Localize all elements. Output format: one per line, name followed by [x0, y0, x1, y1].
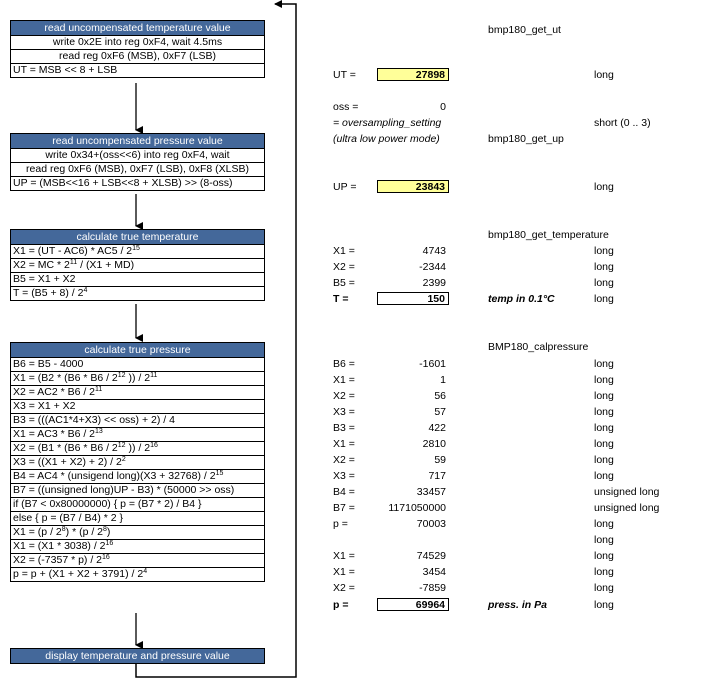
formula-text: B4 = AC4 * (unsigend long)(X3 + 32768) / 2 — [13, 470, 216, 482]
variable-type: long — [594, 550, 614, 562]
block-header: calculate true pressure — [11, 343, 264, 358]
variable-type: long — [594, 454, 614, 466]
formula-text: X3 = X1 + X2 — [13, 400, 76, 412]
variable-value: 57 — [434, 406, 446, 418]
formula-text: )) / 2 — [125, 372, 151, 384]
temperature-result-type: long — [594, 293, 614, 305]
exponent: 11 — [150, 372, 158, 379]
variable-value: -2344 — [419, 261, 446, 273]
formula-text: B5 = X1 + X2 — [13, 273, 76, 285]
variable-type: long — [594, 470, 614, 482]
pressure-result-note: press. in Pa — [488, 599, 547, 611]
oss-label: oss = — [333, 101, 359, 113]
block-line: write 0x34+(oss<<6) into reg 0xF4, wait — [45, 149, 230, 161]
ut-type: long — [594, 69, 614, 81]
formula-text: / (X1 + MD) — [77, 259, 135, 271]
variable-type: unsigned long — [594, 486, 660, 498]
formula-line — [11, 553, 264, 567]
variable-label: X1 = — [333, 245, 355, 257]
ut-label: UT = — [333, 69, 356, 81]
oss-type: short (0 .. 3) — [594, 117, 651, 129]
variable-value: 2810 — [422, 438, 446, 450]
variable-value: 4743 — [422, 245, 446, 257]
formula-line — [11, 567, 264, 581]
variable-label: B4 = — [333, 486, 355, 498]
up-label: UP = — [333, 181, 357, 193]
variable-value: 70003 — [416, 518, 446, 530]
formula-line — [11, 286, 264, 300]
variable-type: long — [594, 261, 614, 273]
block-calc-pressure — [10, 342, 265, 582]
formula-line — [11, 245, 264, 258]
variable-type: long — [594, 374, 614, 386]
pressure-result-type: long — [594, 599, 614, 611]
formula-line — [11, 511, 264, 525]
variable-type: long — [594, 277, 614, 289]
exponent: 4 — [143, 568, 148, 575]
variable-type: long — [594, 582, 614, 594]
formula-text: X1 = (X1 * 3038) / 2 — [13, 540, 106, 552]
variable-label: X2 = — [333, 582, 355, 594]
variable-type: long — [594, 438, 614, 450]
variable-label: X1 = — [333, 566, 355, 578]
formula-line — [11, 539, 264, 553]
formula-line — [11, 427, 264, 441]
variable-label: p = — [333, 518, 348, 530]
variable-value: -1601 — [419, 358, 446, 370]
variable-type: long — [594, 406, 614, 418]
variable-type: long — [594, 422, 614, 434]
ut-value: 27898 — [377, 68, 449, 81]
formula-text: X1 = (p / 2 — [13, 526, 62, 538]
variable-value: 59 — [434, 454, 446, 466]
block-read-up — [10, 133, 265, 191]
variable-label: X2 = — [333, 454, 355, 466]
temperature-result-note: temp in 0.1°C — [488, 293, 555, 305]
variable-label: B6 = — [333, 358, 355, 370]
pressure-result-label: p = — [333, 599, 349, 611]
formula-text: if (B7 < 0x80000000) { p = (B7 * 2) / B4 } — [13, 498, 202, 510]
pressure-result-value: 69964 — [377, 598, 449, 611]
exponent: 11 — [69, 259, 78, 266]
exponent: 13 — [95, 428, 103, 435]
variable-value: 717 — [428, 470, 446, 482]
temperature-result-value: 150 — [377, 292, 449, 305]
variable-label: X2 = — [333, 390, 355, 402]
exponent: 16 — [105, 540, 114, 547]
block-line: read reg 0xF6 (MSB), 0xF7 (LSB) — [11, 49, 264, 63]
exponent: 4 — [83, 287, 88, 294]
variable-value: 74529 — [416, 550, 446, 562]
exponent: 12 — [117, 372, 126, 379]
variable-type: long — [594, 390, 614, 402]
formula-text: X2 = (B1 * (B6 * B6 / 2 — [13, 442, 118, 454]
block-line: read reg 0xF6 (MSB), 0xF7 (LSB), 0xF8 (XLSB) — [11, 162, 264, 176]
block-header: display temperature and pressure value — [11, 649, 264, 663]
formula-line — [11, 413, 264, 427]
variable-label: X1 = — [333, 374, 355, 386]
function-name-get-ut: bmp180_get_ut — [488, 24, 561, 36]
variable-type: long — [594, 245, 614, 257]
exponent: 16 — [150, 442, 158, 449]
formula-text: X2 = AC2 * B6 / 2 — [13, 386, 96, 398]
exponent: 16 — [102, 554, 110, 561]
formula-text: X1 = (UT - AC6) * AC5 / 2 — [13, 245, 133, 257]
variable-label: X3 = — [333, 470, 355, 482]
formula-text: B7 = ((unsigned long)UP - B3) * (50000 >> oss) — [13, 484, 235, 496]
variable-value: 1 — [440, 374, 446, 386]
exponent: 15 — [132, 245, 140, 252]
variable-value: -7859 — [419, 582, 446, 594]
block-calc-temperature — [10, 229, 265, 301]
variable-label: X1 = — [333, 438, 355, 450]
formula-line — [11, 483, 264, 497]
formula-line — [11, 272, 264, 286]
variable-type: long — [594, 358, 614, 370]
function-name-calpressure: BMP180_calpressure — [488, 341, 589, 353]
variable-label: B3 = — [333, 422, 355, 434]
variable-value: 56 — [434, 390, 446, 402]
exponent: 8 — [103, 526, 107, 533]
formula-line — [11, 441, 264, 455]
block-line: write 0x2E into reg 0xF4, wait 4.5ms — [52, 36, 223, 48]
variable-label: B7 = — [333, 502, 355, 514]
formula-line — [11, 385, 264, 399]
exponent: 12 — [117, 442, 126, 449]
exponent: 11 — [95, 386, 103, 393]
formula-text: X2 = MC * 2 — [13, 259, 70, 271]
formula-text: X3 = ((X1 + X2) + 2) / 2 — [13, 456, 122, 468]
block-display — [10, 648, 265, 664]
variable-label: X1 = — [333, 550, 355, 562]
formula-line — [11, 371, 264, 385]
variable-type: long — [594, 566, 614, 578]
formula-text: p = p + (X1 + X2 + 3791) / 2 — [13, 568, 144, 580]
variable-value: 1171050000 — [388, 502, 446, 514]
block-line: UT = MSB << 8 + LSB — [11, 63, 264, 77]
formula-line — [11, 455, 264, 469]
formula-line — [11, 525, 264, 539]
block-read-ut — [10, 20, 265, 78]
formula-text: else { p = (B7 / B4) * 2 } — [13, 512, 124, 524]
block-header: read uncompensated temperature value — [11, 21, 264, 36]
block-line: UP = (MSB<<16 + LSB<<8 + XLSB) >> (8-oss) — [11, 176, 264, 190]
variable-label: X2 = — [333, 261, 355, 273]
formula-line — [11, 358, 264, 371]
formula-text: X1 = (B2 * (B6 * B6 / 2 — [13, 372, 118, 384]
formula-line — [11, 399, 264, 413]
formula-text: X1 = AC3 * B6 / 2 — [13, 428, 96, 440]
formula-line — [11, 258, 264, 272]
temperature-result-label: T = — [333, 293, 349, 305]
formula-text: T = (B5 + 8) / 2 — [13, 287, 84, 299]
oss-note: = oversampling_setting — [333, 117, 442, 129]
up-type: long — [594, 181, 614, 193]
variable-value: 422 — [428, 422, 446, 434]
variable-value: 33457 — [416, 486, 446, 498]
formula-text: ) * (p / 2 — [65, 526, 104, 538]
function-name-get-temperature: bmp180_get_temperature — [488, 229, 609, 241]
formula-text: X2 = (-7357 * p) / 2 — [13, 554, 103, 566]
up-value: 23843 — [377, 180, 449, 193]
oss-value: 0 — [440, 101, 446, 113]
variable-label: B5 = — [333, 277, 355, 289]
variable-type: long — [594, 534, 614, 546]
variable-label: X3 = — [333, 406, 355, 418]
exponent: 8 — [61, 526, 66, 533]
variable-type: long — [594, 518, 614, 530]
formula-text: B3 = (((AC1*4+X3) << oss) + 2) / 4 — [13, 414, 175, 426]
formula-line — [11, 497, 264, 511]
function-name-get-up: bmp180_get_up — [488, 133, 564, 145]
formula-text: )) / 2 — [125, 442, 151, 454]
exponent: 2 — [121, 456, 126, 463]
formula-text: ) — [106, 526, 111, 538]
variable-value: 2399 — [422, 277, 446, 289]
formula-line — [11, 469, 264, 483]
oss-mode-note: (ultra low power mode) — [333, 133, 440, 145]
variable-value: 3454 — [422, 566, 446, 578]
exponent: 15 — [215, 470, 224, 477]
block-header: read uncompensated pressure value — [11, 134, 264, 149]
variable-type: unsigned long — [594, 502, 660, 514]
block-header: calculate true temperature — [11, 230, 264, 245]
formula-text: B6 = B5 - 4000 — [13, 358, 84, 370]
